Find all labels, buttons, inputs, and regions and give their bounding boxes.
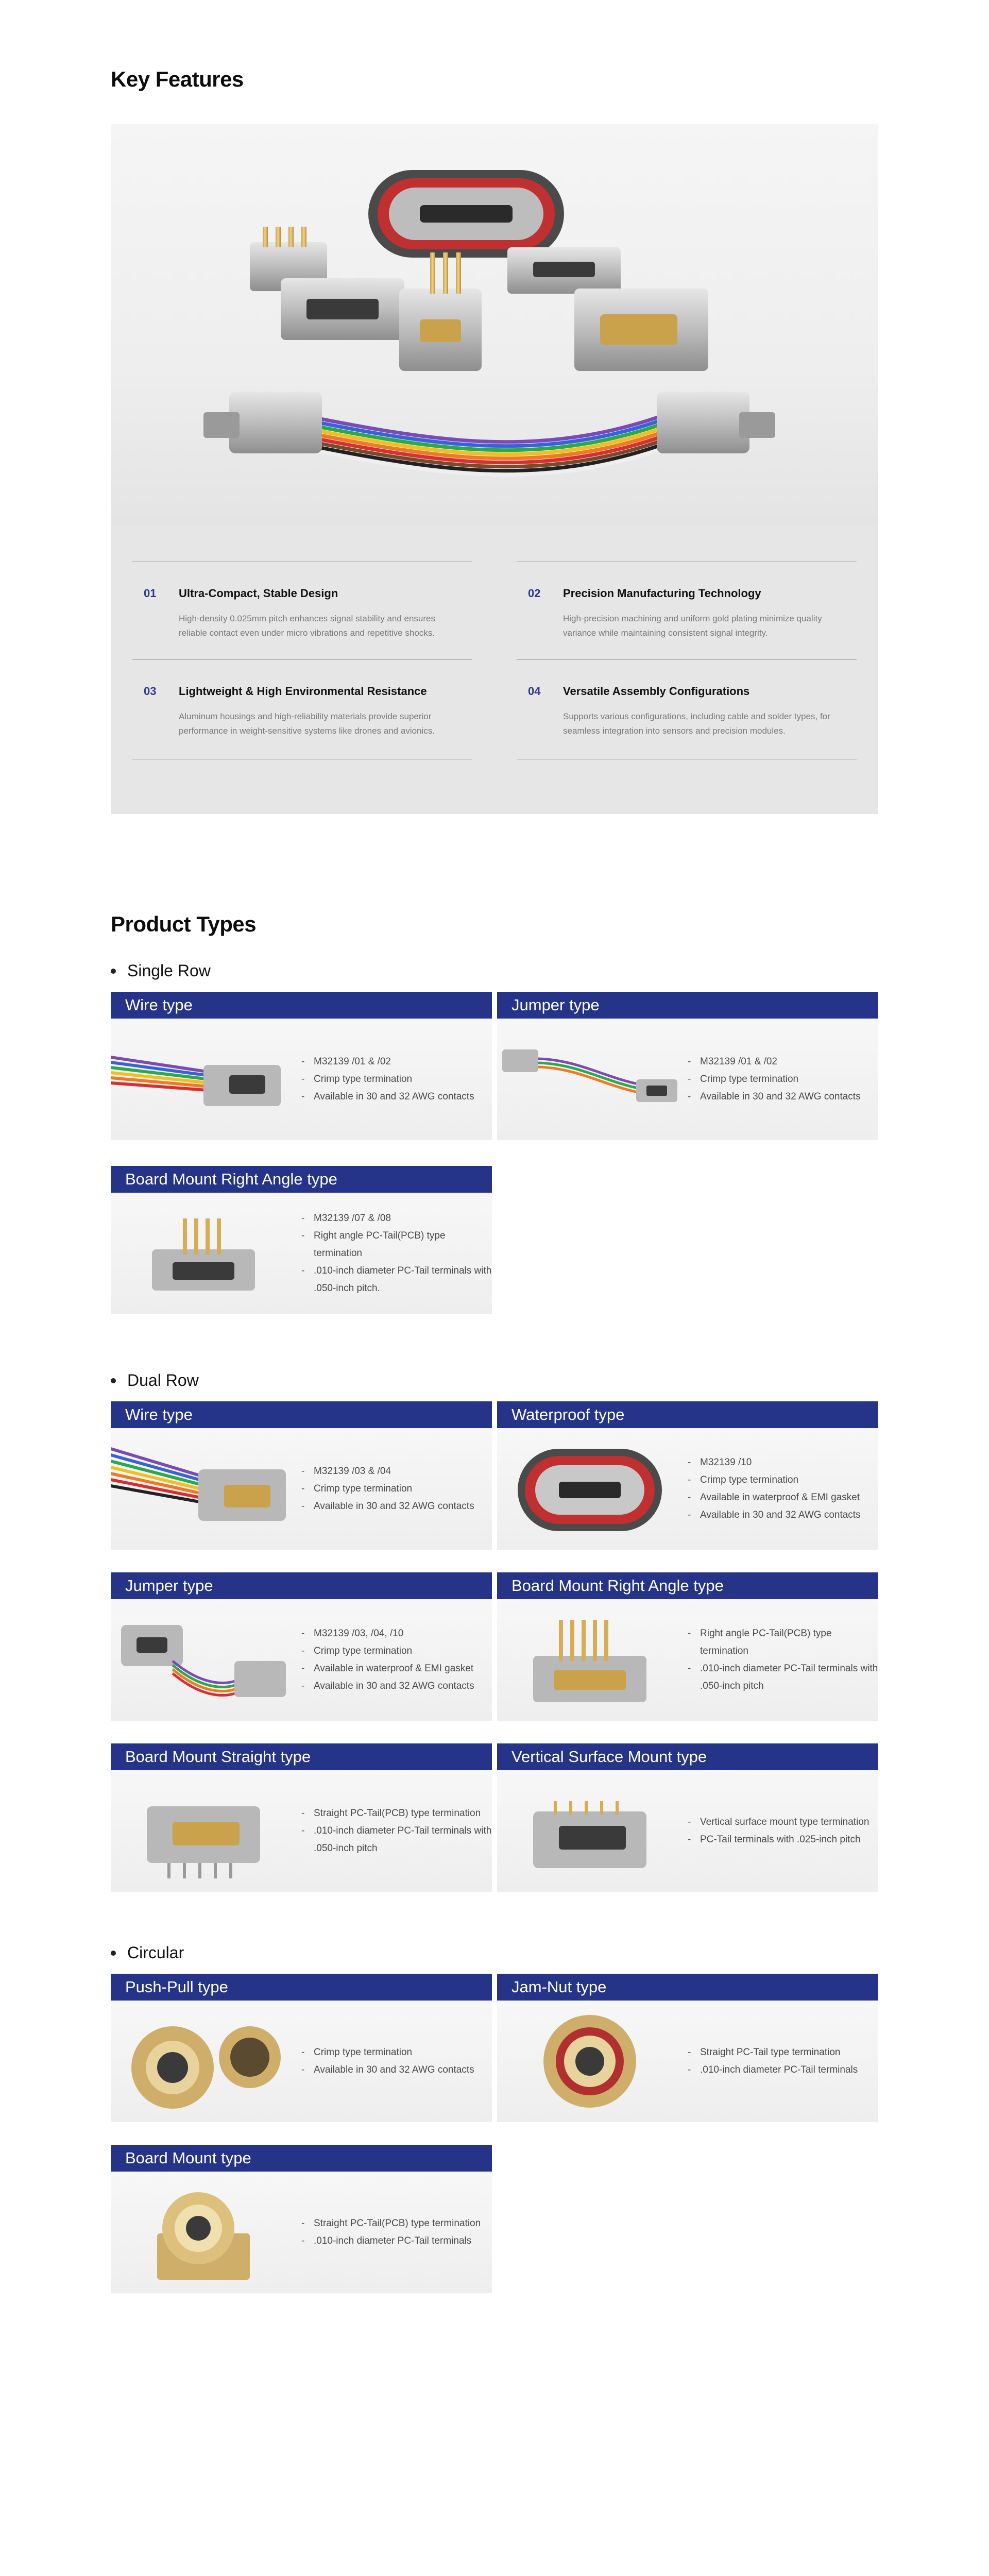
board-mount-right-angle-image — [111, 1193, 296, 1314]
list-item: - Right angle PC-Tail(PCB) type termination — [301, 1227, 492, 1262]
feature-item — [517, 659, 857, 759]
spec-list — [688, 2001, 858, 2122]
wire-connector-image — [111, 1428, 296, 1550]
list-item: - Crimp type termination — [301, 2044, 474, 2061]
feature-number: 04 — [528, 685, 541, 698]
list-item: - Available in 30 and 32 AWG contacts — [688, 1088, 861, 1106]
product-card[interactable] — [111, 1974, 492, 2122]
list-item: - .010-inch diameter PC-Tail terminals — [688, 2061, 858, 2079]
circular-group — [111, 1943, 878, 2293]
push-pull-connector-image — [111, 2001, 296, 2122]
spec-list — [301, 2172, 481, 2293]
feature-title: Precision Manufacturing Technology — [563, 587, 761, 600]
feature-description: High-density 0.025mm pitch enhances signal stability and ensures reliable contact even under micro vibrations and repetitive shocks. — [179, 614, 435, 638]
bullet-icon — [111, 1378, 116, 1383]
product-card[interactable] — [497, 1401, 878, 1550]
card-title: Jumper type — [111, 1572, 492, 1599]
spec-list — [301, 1193, 492, 1314]
list-item: - Available in 30 and 32 AWG contacts — [301, 1677, 474, 1695]
dual-row-group — [111, 1371, 878, 1892]
spec-list — [688, 1770, 869, 1892]
product-card[interactable] — [111, 1166, 492, 1314]
wire-connector-image — [111, 1019, 296, 1140]
list-item: - Crimp type termination — [301, 1071, 474, 1088]
card-title: Jam-Nut type — [497, 1974, 878, 2001]
list-item: - Straight PC-Tail type termination — [688, 2044, 858, 2061]
product-types-title: Product Types — [111, 912, 257, 936]
group-title — [111, 1371, 878, 1390]
jam-nut-connector-image — [497, 2001, 683, 2122]
list-item: - Available in 30 and 32 AWG contacts — [688, 1506, 861, 1524]
feature-number: 02 — [528, 587, 541, 600]
product-types-section — [111, 912, 878, 2293]
group-title — [111, 1943, 878, 1962]
group-title-label: Single Row — [127, 961, 211, 980]
product-card[interactable] — [111, 992, 492, 1140]
card-title: Board Mount type — [111, 2145, 492, 2172]
spec-list — [301, 1428, 474, 1550]
product-card[interactable] — [111, 2145, 492, 2293]
key-features-panel — [111, 124, 878, 814]
connectors-hero-image — [111, 124, 878, 526]
product-card[interactable] — [111, 1401, 492, 1550]
feature-description: Supports various configurations, including cable and solder types, for seamless integration into sensors and precision modules. — [563, 711, 830, 736]
feature-title: Ultra-Compact, Stable Design — [179, 587, 338, 600]
list-item: - Available in 30 and 32 AWG contacts — [301, 1088, 474, 1106]
bullet-icon — [111, 1951, 116, 1956]
board-mount-right-angle-image — [497, 1599, 683, 1721]
list-item: - Straight PC-Tail(PCB) type termination — [301, 1805, 492, 1822]
list-item: - M32139 /07 & /08 — [301, 1210, 492, 1227]
list-item: - Available in 30 and 32 AWG contacts — [301, 1498, 474, 1515]
feature-description: Aluminum housings and high-reliability materials provide superior performance in weight-sensitive systems like drones and avionics. — [179, 711, 435, 736]
list-item: - PC-Tail terminals with .025-inch pitch — [688, 1831, 869, 1849]
product-card[interactable] — [497, 1974, 878, 2122]
bullet-icon — [111, 969, 116, 974]
board-mount-straight-image — [111, 1770, 296, 1892]
feature-number: 01 — [144, 587, 157, 600]
feature-title: Lightweight & High Environmental Resistance — [179, 685, 427, 698]
product-card[interactable] — [111, 1743, 492, 1892]
list-item: - Crimp type termination — [301, 1480, 474, 1498]
list-item: - Available in waterproof & EMI gasket — [688, 1489, 861, 1506]
feature-number: 03 — [144, 685, 157, 698]
board-mount-circular-image — [111, 2172, 296, 2293]
list-item: - .010-inch diameter PC-Tail terminals with .050-inch pitch — [688, 1660, 878, 1695]
product-card[interactable] — [497, 1743, 878, 1892]
spec-list — [301, 1770, 492, 1892]
feature-item — [132, 562, 472, 640]
spec-list — [301, 1019, 474, 1140]
group-title — [111, 961, 878, 980]
spec-list — [688, 1599, 878, 1721]
list-item: - Crimp type termination — [688, 1471, 861, 1489]
card-title: Wire type — [111, 992, 492, 1019]
jumper-connector-image — [497, 1019, 683, 1140]
list-item: - Crimp type termination — [301, 1642, 474, 1660]
group-title-label: Circular — [127, 1943, 184, 1962]
list-item: - .010-inch diameter PC-Tail terminals with .050-inch pitch. — [301, 1262, 492, 1297]
spec-list — [688, 1428, 861, 1550]
spec-list — [688, 1019, 861, 1140]
jumper-connector-image — [111, 1599, 296, 1721]
group-title-label: Dual Row — [127, 1371, 199, 1389]
key-features-title: Key Features — [111, 67, 244, 91]
list-item: - Straight PC-Tail(PCB) type termination — [301, 2215, 481, 2232]
list-item: - Crimp type termination — [688, 1071, 861, 1088]
list-item: - M32139 /01 & /02 — [688, 1053, 861, 1071]
product-card[interactable] — [497, 1572, 878, 1721]
card-title: Push-Pull type — [111, 1974, 492, 2001]
list-item: - .010-inch diameter PC-Tail terminals with .050-inch pitch — [301, 1822, 492, 1857]
card-title: Board Mount Right Angle type — [111, 1166, 492, 1193]
list-item: - .010-inch diameter PC-Tail terminals — [301, 2232, 481, 2250]
product-card[interactable] — [111, 1572, 492, 1721]
list-item: - Vertical surface mount type termination — [688, 1814, 869, 1831]
feature-item — [517, 562, 857, 640]
key-features-list — [111, 526, 878, 814]
list-item: - M32139 /10 — [688, 1454, 861, 1471]
single-row-group — [111, 961, 878, 1314]
list-item: - M32139 /03, /04, /10 — [301, 1625, 474, 1642]
list-item: - Available in 30 and 32 AWG contacts — [301, 2061, 474, 2079]
card-title: Vertical Surface Mount type — [497, 1743, 878, 1770]
spec-list — [301, 2001, 474, 2122]
spec-list — [301, 1599, 474, 1721]
list-item: - M32139 /01 & /02 — [301, 1053, 474, 1071]
card-title: Board Mount Right Angle type — [497, 1572, 878, 1599]
product-card[interactable] — [497, 992, 878, 1140]
vertical-surface-mount-image — [497, 1770, 683, 1892]
card-title: Jumper type — [497, 992, 878, 1019]
feature-description: High-precision machining and uniform gold plating minimize quality variance while maintaining consistent signal integrity. — [563, 614, 822, 638]
list-item: - Right angle PC-Tail(PCB) type termination — [688, 1625, 878, 1660]
feature-title: Versatile Assembly Configurations — [563, 685, 750, 698]
card-title: Wire type — [111, 1401, 492, 1428]
feature-item — [132, 659, 472, 759]
key-features-section — [111, 67, 878, 814]
waterproof-connector-image — [497, 1428, 683, 1550]
card-title: Board Mount Straight type — [111, 1743, 492, 1770]
card-title: Waterproof type — [497, 1401, 878, 1428]
list-item: - Available in waterproof & EMI gasket — [301, 1660, 474, 1677]
list-item: - M32139 /03 & /04 — [301, 1463, 474, 1480]
